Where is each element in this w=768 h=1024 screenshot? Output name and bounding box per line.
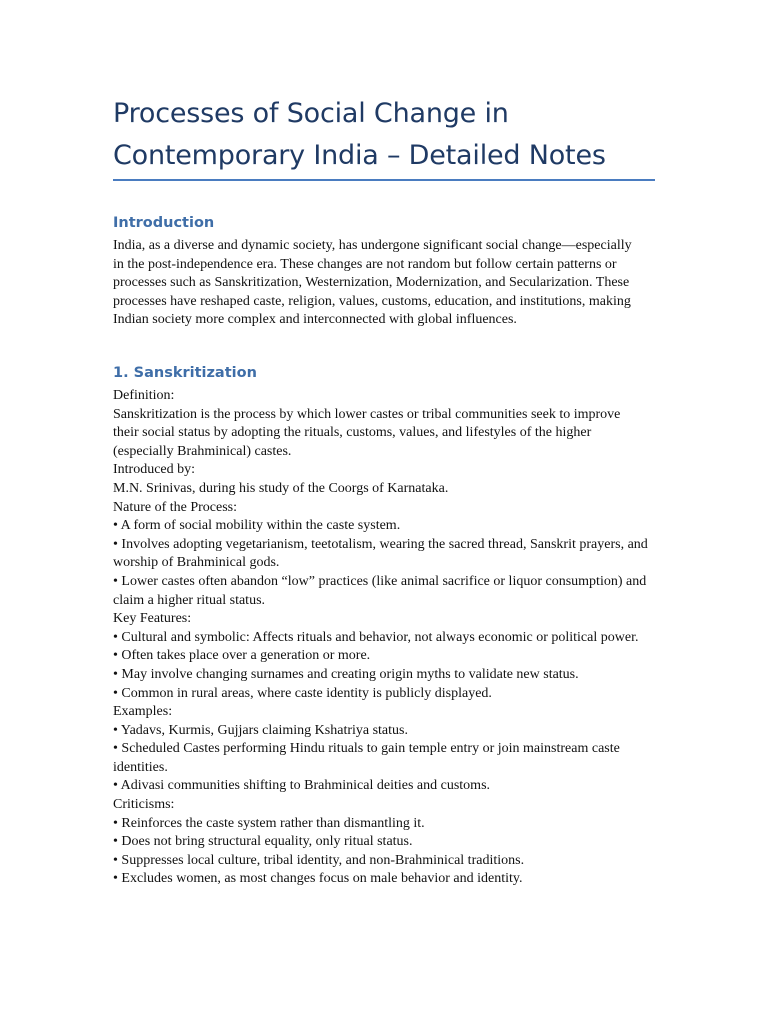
example-item: • Yadavs, Kurmis, Gujjars claiming Kshatriya status.: [113, 722, 408, 738]
criticisms-label: Criticisms:: [113, 797, 175, 813]
criticism-item: • Excludes women, as most changes focus on male behavior and identity.: [113, 871, 523, 887]
introduction-heading: Introduction: [113, 215, 215, 231]
example-item: • Adivasi communities shifting to Brahminical deities and customs.: [113, 778, 491, 794]
sanskritization-body: [113, 387, 648, 889]
introduced-by-text: M.N. Srinivas, during his study of the Coorgs of Karnataka.: [113, 480, 449, 496]
criticism-item: • Suppresses local culture, tribal identity, and non-Brahminical traditions.: [113, 852, 525, 868]
feature-item: • Often takes place over a generation or more.: [113, 648, 371, 664]
criticism-item: • Does not bring structural equality, only ritual status.: [113, 834, 413, 850]
criticism-item: • Reinforces the caste system rather than dismantling it.: [113, 815, 425, 831]
nature-item: • Involves adopting vegetarianism, teetotalism, wearing the sacred thread, Sanskrit prayers, and worship of Brahminical gods.: [113, 536, 648, 571]
nature-label: Nature of the Process:: [113, 499, 238, 515]
sanskritization-heading: 1. Sanskritization: [113, 365, 257, 381]
title-divider: [113, 179, 655, 181]
definition-text: Sanskritization is the process by which lower castes or tribal communities seek to improve their social status by adopting the rituals, customs, values, and lifestyles of the higher (especially Brahminical) castes.: [113, 406, 621, 459]
example-item: • Scheduled Castes performing Hindu rituals to gain temple entry or join mainstream caste identities.: [113, 741, 620, 775]
nature-item: • A form of social mobility within the caste system.: [113, 518, 401, 534]
feature-item: • Common in rural areas, where caste identity is publicly displayed.: [113, 685, 492, 701]
feature-item: • May involve changing surnames and creating origin myths to validate new status.: [113, 666, 579, 682]
introduced-by-label: Introduced by:: [113, 462, 196, 478]
introduction-paragraph: India, as a diverse and dynamic society, has undergone significant social change—especially in the post-independence era. These changes are not random but follow certain patterns or processes such as Sanskritization, Westernization, Modernization, and Secularization. These processes have reshaped caste, religion, values, customs, education, and institutions, making Indian society more complex and interconnected with global influences.: [113, 238, 632, 328]
page-title: Processes of Social Change in Contemporary India – Detailed Notes: [113, 98, 606, 171]
definition-label: Definition:: [113, 388, 175, 403]
nature-item: • Lower castes often abandon “low” practices (like animal sacrifice or liquor consumption) and claim a higher ritual status.: [113, 573, 647, 608]
examples-label: Examples:: [113, 704, 173, 720]
key-features-label: Key Features:: [113, 611, 192, 627]
feature-item: • Cultural and symbolic: Affects rituals and behavior, not always economic or political power.: [113, 629, 639, 645]
